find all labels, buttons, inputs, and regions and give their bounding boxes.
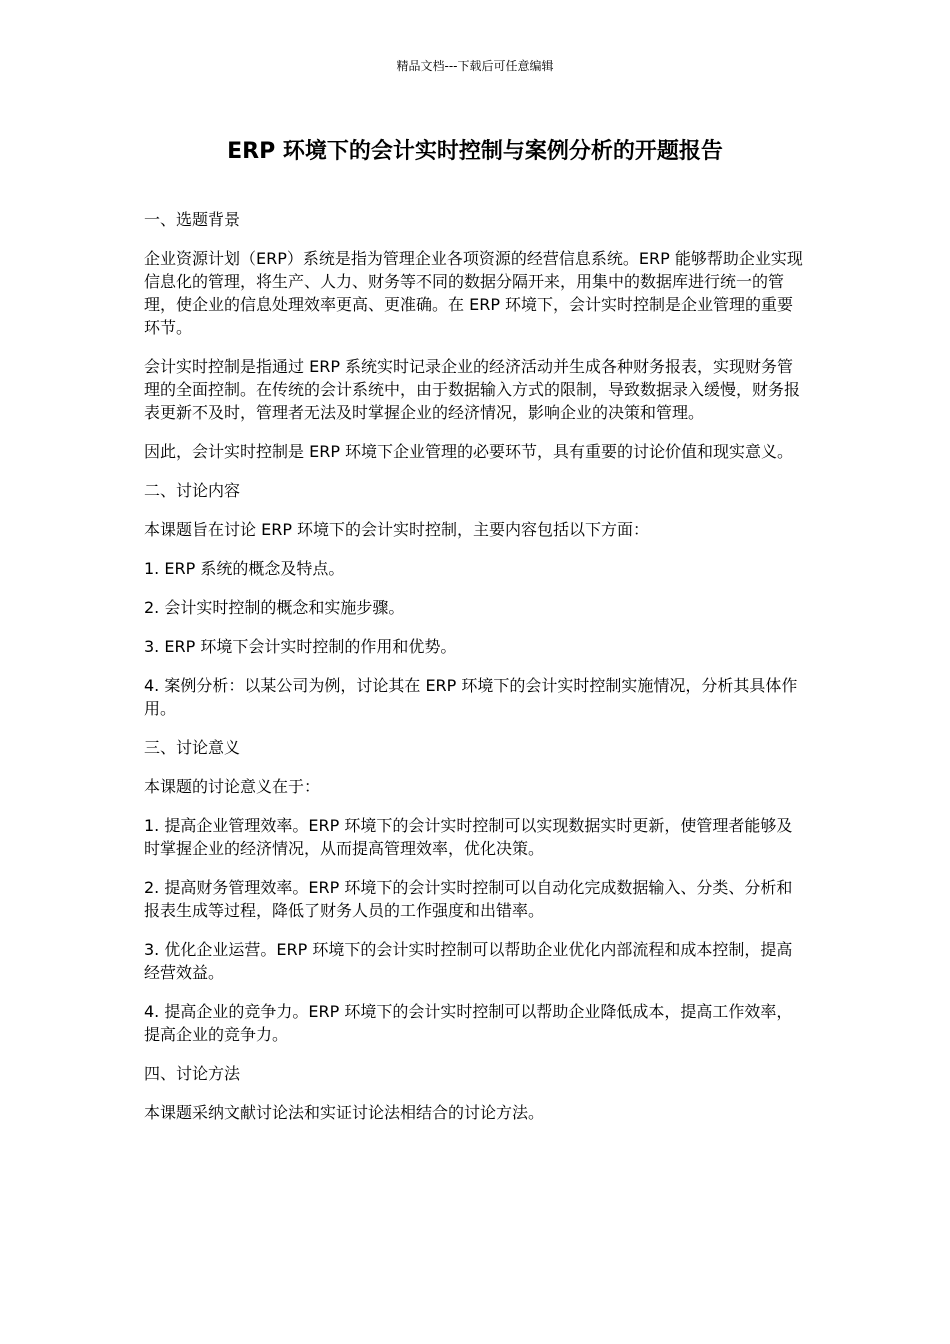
section-background	[144, 208, 808, 463]
section-heading: 三、讨论意义	[144, 738, 241, 757]
list-item: 2. 提高财务管理效率。ERP 环境下的会计实时控制可以自动化完成数据输入、分类、分析和报表生成等过程，降低了财务人员的工作强度和出错率。	[144, 878, 793, 920]
section-heading: 一、选题背景	[144, 210, 241, 229]
paragraph: 因此，会计实时控制是 ERP 环境下企业管理的必要环节，具有重要的讨论价值和现实意义。	[144, 442, 794, 461]
list-item: 4. 提高企业的竞争力。ERP 环境下的会计实时控制可以帮助企业降低成本，提高工作效率，提高企业的竞争力。	[144, 1002, 793, 1044]
section-heading: 二、讨论内容	[144, 481, 241, 500]
list-item: 1. 提高企业管理效率。ERP 环境下的会计实时控制可以实现数据实时更新，使管理者能够及时掌握企业的经济情况，从而提高管理效率，优化决策。	[144, 816, 793, 858]
list-item: 3. 优化企业运营。ERP 环境下的会计实时控制可以帮助企业优化内部流程和成本控制，提高经营效益。	[144, 940, 793, 982]
section-heading: 四、讨论方法	[144, 1064, 241, 1083]
paragraph: 本课题采纳文献讨论法和实证讨论法相结合的讨论方法。	[144, 1103, 545, 1122]
paragraph: 本课题旨在讨论 ERP 环境下的会计实时控制，主要内容包括以下方面：	[144, 520, 650, 539]
list-item: 1. ERP 系统的概念及特点。	[144, 559, 345, 578]
section-significance	[144, 736, 808, 1046]
list-item: 2. 会计实时控制的概念和实施步骤。	[144, 598, 405, 617]
list-item: 3. ERP 环境下会计实时控制的作用和优势。	[144, 637, 457, 656]
paragraph: 本课题的讨论意义在于：	[144, 777, 321, 796]
page-header: 精品文档---下载后可任意编辑	[396, 59, 554, 73]
paragraph: 企业资源计划（ERP）系统是指为管理企业各项资源的经营信息系统。ERP 能够帮助企业实现信息化的管理，将生产、人力、财务等不同的数据分隔开来，用集中的数据库进行统一的管理，使企业的信息处理效率更高、更准确。在 ERP 环境下，会计实时控制是企业管理的重要环节。	[144, 249, 803, 337]
section-method	[144, 1062, 808, 1124]
document-title: ERP 环境下的会计实时控制与案例分析的开题报告	[227, 139, 723, 164]
list-item: 4. 案例分析：以某公司为例，讨论其在 ERP 环境下的会计实时控制实施情况，分析其具体作用。	[144, 676, 798, 718]
section-content	[144, 479, 808, 720]
document-body	[144, 208, 808, 1140]
paragraph: 会计实时控制是指通过 ERP 系统实时记录企业的经济活动并生成各种财务报表，实现财务管理的全面控制。在传统的会计系统中，由于数据输入方式的限制，导致数据录入缓慢，财务报表更新不及时，管理者无法及时掌握企业的经济情况，影响企业的决策和管理。	[144, 357, 801, 422]
